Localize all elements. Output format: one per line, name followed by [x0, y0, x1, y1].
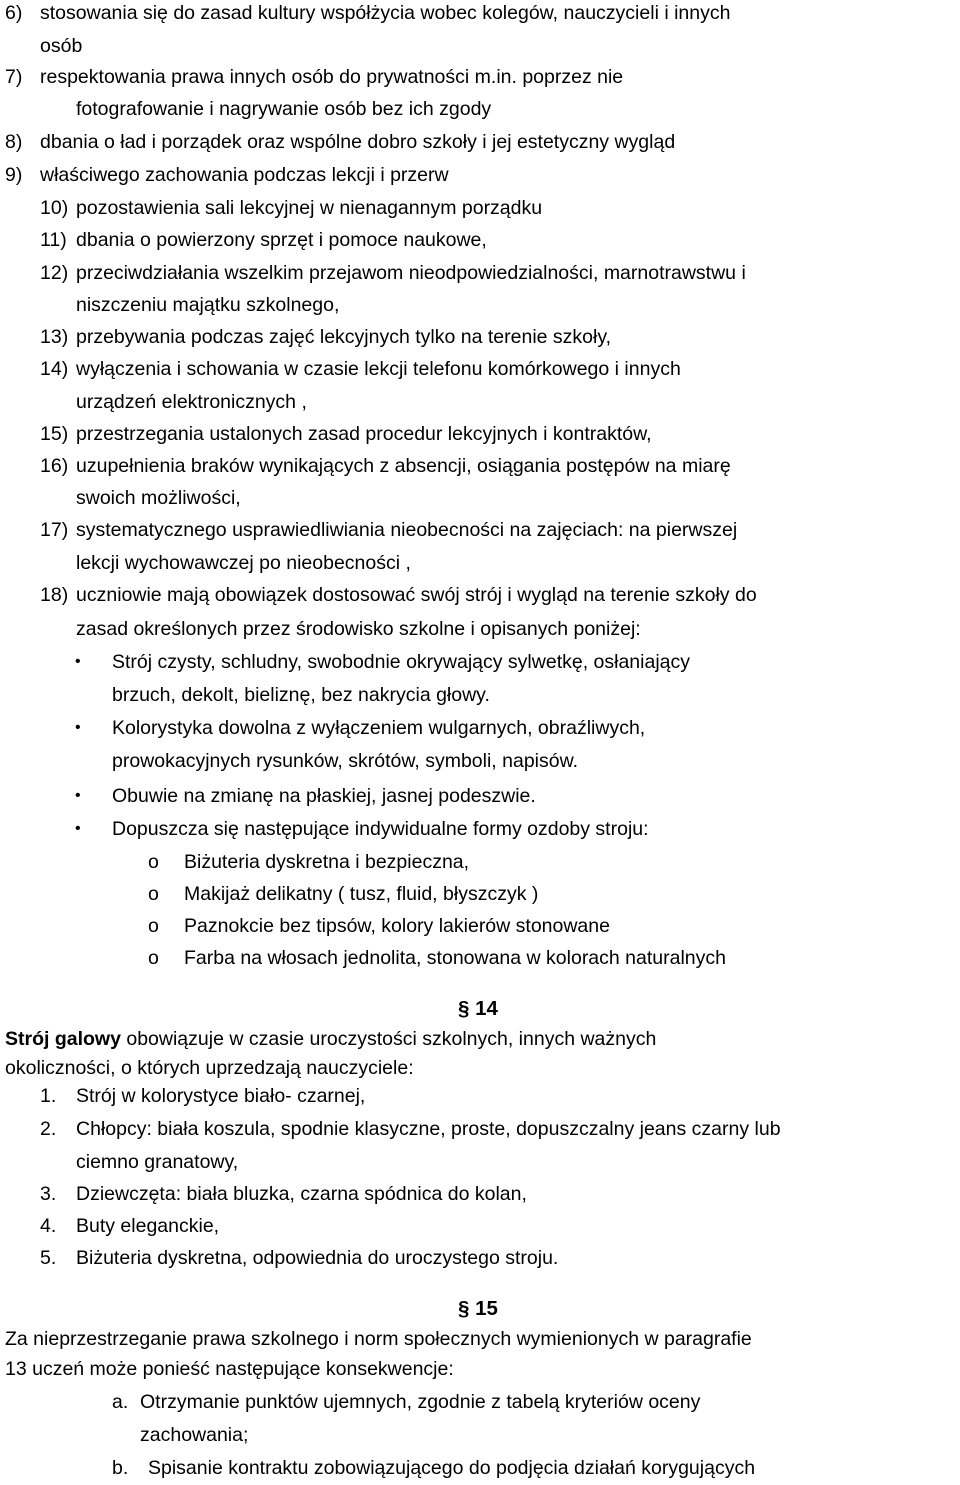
- bullet-text: Obuwie na zmianę na płaskiej, jasnej podeszwie.: [112, 785, 536, 807]
- list-item-text: systematycznego usprawiedliwiania nieobecności na zajęciach: na pierwszej: [76, 519, 738, 541]
- list-item-text: wyłączenia i schowania w czasie lekcji telefonu komórkowego i innych: [76, 358, 681, 380]
- list-item-continuation: niszczeniu majątku szkolnego,: [76, 294, 340, 316]
- bullet-icon: •: [75, 653, 81, 670]
- list-item-text: respektowania prawa innych osób do prywatności m.in. poprzez nie: [40, 66, 624, 88]
- section-14-lead: Strój galowy: [5, 1028, 121, 1050]
- item-number: 3.: [40, 1183, 57, 1205]
- section-14-intro: [5, 1027, 656, 1051]
- list-item-text: pozostawienia sali lekcyjnej w nienagannym porządku: [76, 197, 543, 219]
- item-number: 16): [40, 455, 69, 477]
- item-number: 8): [5, 131, 23, 153]
- item-number: 10): [40, 197, 69, 219]
- item-number: 9): [5, 164, 23, 186]
- list-item-text: stosowania się do zasad kultury współżycia wobec kolegów, nauczycieli i innych: [40, 2, 731, 24]
- bullet-continuation: prowokacyjnych rysunków, skrótów, symboli, napisów.: [112, 750, 579, 772]
- section-heading-14: § 14: [458, 997, 498, 1020]
- item-number: 13): [40, 326, 69, 348]
- list-item-text: właściwego zachowania podczas lekcji i przerw: [40, 164, 449, 186]
- list-item-continuation: swoich możliwości,: [76, 487, 241, 509]
- list-item-text: przeciwdziałania wszelkim przejawom nieodpowiedzialności, marnotrawstwu i: [76, 262, 746, 284]
- item-number: 2.: [40, 1118, 57, 1140]
- sub-bullet-icon: o: [148, 883, 159, 905]
- bullet-text: Strój czysty, schludny, swobodnie okrywający sylwetkę, osłaniający: [112, 651, 691, 673]
- section-heading-15: § 15: [458, 1297, 498, 1320]
- item-letter: b.: [112, 1457, 129, 1479]
- list-item-text: przestrzegania ustalonych zasad procedur lekcyjnych i kontraktów,: [76, 423, 652, 445]
- list-item-text: Dziewczęta: biała bluzka, czarna spódnica do kolan,: [76, 1183, 527, 1205]
- item-number: 15): [40, 423, 69, 445]
- sub-item-text: Farba na włosach jednolita, stonowana w kolorach naturalnych: [184, 947, 726, 969]
- sub-item-text: Makijaż delikatny ( tusz, fluid, błyszczyk ): [184, 883, 539, 905]
- sub-bullet-icon: o: [148, 947, 159, 969]
- item-number: 1.: [40, 1085, 57, 1107]
- list-item-text: dbania o ład i porządek oraz wspólne dobro szkoły i jej estetyczny wygląd: [40, 131, 676, 153]
- bullet-text: Kolorystyka dowolna z wyłączeniem wulgarnych, obraźliwych,: [112, 717, 646, 739]
- item-number: 6): [5, 2, 23, 24]
- list-item-text: Strój w kolorystyce biało- czarnej,: [76, 1085, 366, 1107]
- item-number: 5.: [40, 1247, 57, 1269]
- bullet-icon: •: [75, 787, 81, 804]
- list-item-continuation: zachowania;: [140, 1424, 249, 1446]
- section-15-intro: Za nieprzestrzeganie prawa szkolnego i norm społecznych wymienionych w paragrafie: [5, 1328, 752, 1350]
- bullet-continuation: brzuch, dekolt, bieliznę, bez nakrycia głowy.: [112, 684, 490, 706]
- item-number: 12): [40, 262, 69, 284]
- list-item-continuation: osób: [40, 35, 83, 57]
- item-number: 11): [40, 229, 67, 251]
- list-item-continuation: zasad określonych przez środowisko szkolne i opisanych poniżej:: [76, 618, 641, 640]
- item-number: 17): [40, 519, 69, 541]
- item-number: 18): [40, 584, 69, 606]
- bullet-icon: •: [75, 820, 81, 837]
- list-item-text: Buty eleganckie,: [76, 1215, 220, 1237]
- sub-bullet-icon: o: [148, 851, 159, 873]
- list-item-continuation: ciemno granatowy,: [76, 1151, 239, 1173]
- list-item-text: przebywania podczas zajęć lekcyjnych tylko na terenie szkoły,: [76, 326, 612, 348]
- list-item-text: Chłopcy: biała koszula, spodnie klasyczne, proste, dopuszczalny jeans czarny lub: [76, 1118, 781, 1140]
- list-item-text: Biżuteria dyskretna, odpowiednia do uroczystego stroju.: [76, 1247, 559, 1269]
- item-number: 14): [40, 358, 69, 380]
- list-item-continuation: lekcji wychowawczej po nieobecności ,: [76, 552, 411, 574]
- list-item-text: Spisanie kontraktu zobowiązującego do podjęcia działań korygujących: [148, 1457, 756, 1479]
- list-item-text: uzupełnienia braków wynikających z absencji, osiągania postępów na miarę: [76, 455, 731, 477]
- list-item-continuation: urządzeń elektronicznych ,: [76, 391, 307, 413]
- list-item-text: uczniowie mają obowiązek dostosować swój strój i wygląd na terenie szkoły do: [76, 584, 757, 606]
- item-letter: a.: [112, 1391, 129, 1413]
- section-15-intro-continuation: 13 uczeń może ponieść następujące konsekwencje:: [5, 1358, 454, 1380]
- section-14-intro-text: obowiązuje w czasie uroczystości szkolnych, innych ważnych: [120, 1028, 657, 1050]
- list-item-text: dbania o powierzony sprzęt i pomoce naukowe,: [76, 229, 487, 251]
- list-item-text: Otrzymanie punktów ujemnych, zgodnie z tabelą kryteriów oceny: [140, 1391, 701, 1413]
- item-number: 4.: [40, 1215, 57, 1237]
- bullet-icon: •: [75, 719, 81, 736]
- section-14-intro-continuation: okoliczności, o których uprzedzają nauczyciele:: [5, 1057, 414, 1079]
- item-number: 7): [5, 66, 23, 88]
- list-item-continuation: fotografowanie i nagrywanie osób bez ich zgody: [76, 98, 492, 120]
- bullet-text: Dopuszcza się następujące indywidualne formy ozdoby stroju:: [112, 818, 649, 840]
- sub-bullet-icon: o: [148, 915, 159, 937]
- sub-item-text: Biżuteria dyskretna i bezpieczna,: [184, 851, 470, 873]
- sub-item-text: Paznokcie bez tipsów, kolory lakierów stonowane: [184, 915, 610, 937]
